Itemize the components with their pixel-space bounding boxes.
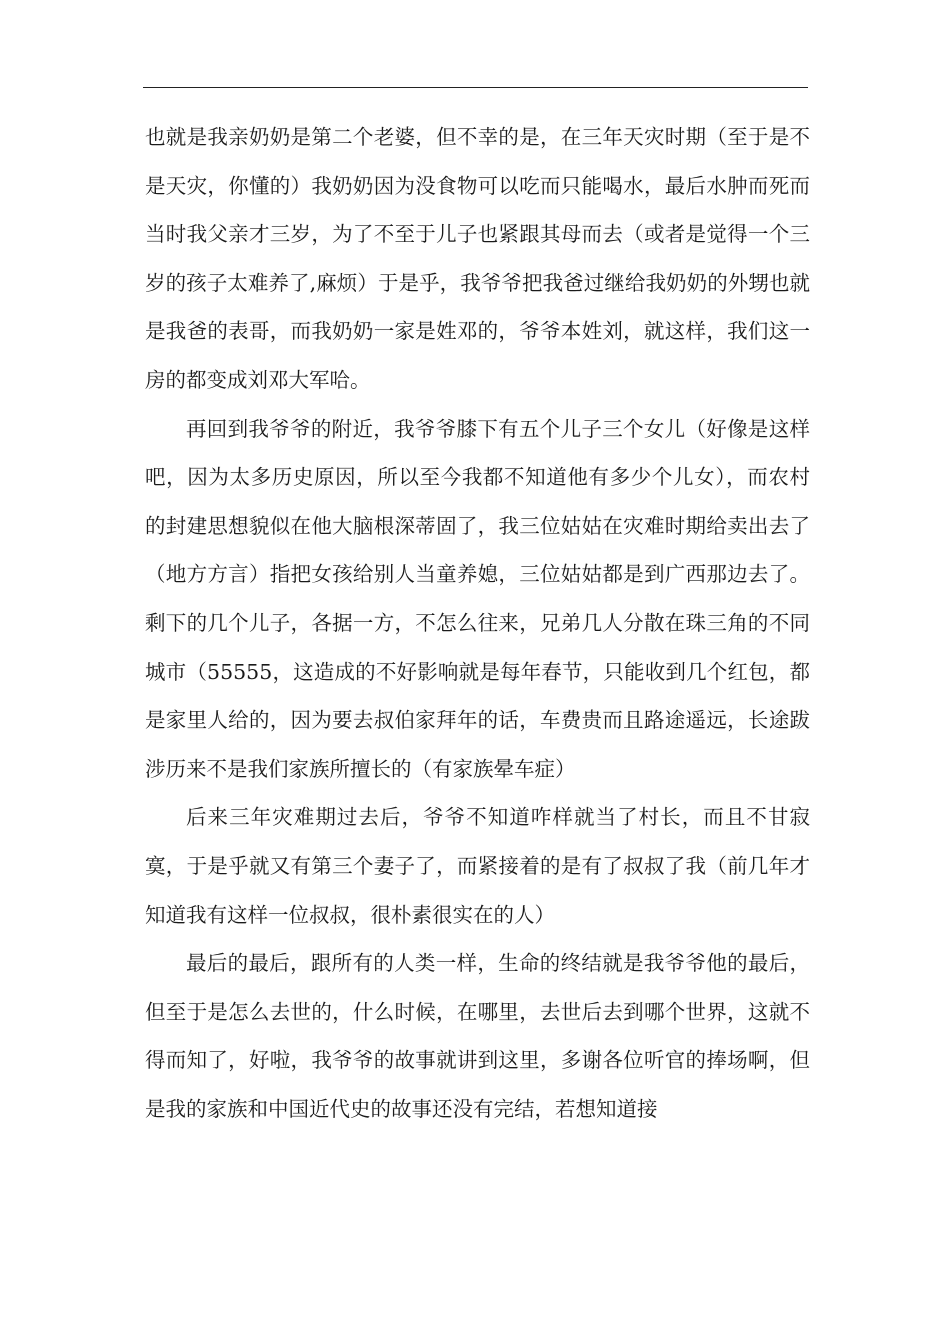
header-rule (143, 87, 808, 88)
body-text (145, 113, 810, 1133)
paragraph-1: 也就是我亲奶奶是第二个老婆，但不幸的是，在三年天灾时期（至于是不是天灾，你懂的）我奶奶因为没食物可以吃而只能喝水，最后水肿而死而当时我父亲才三岁，为了不至于儿子也紧跟其母而去（或者是觉得一个三岁的孩子太难养了,麻烦）于是乎，我爷爷把我爸过继给我奶奶的外甥也就是我爸的表哥，而我奶奶一家是姓邓的，爷爷本姓刘，就这样，我们这一房的都变成刘邓大军哈。 (145, 125, 810, 392)
paragraph-3: 后来三年灾难期过去后，爷爷不知道咋样就当了村长，而且不甘寂寞，于是乎就又有第三个妻子了，而紧接着的是有了叔叔了我（前几年才知道我有这样一位叔叔，很朴素很实在的人） (145, 805, 810, 927)
paragraph-2: 再回到我爷爷的附近，我爷爷膝下有五个儿子三个女儿（好像是这样吧，因为太多历史原因，所以至今我都不知道他有多少个儿女），而农村的封建思想貌似在他大脑根深蒂固了，我三位姑姑在灾难时期给卖出去了（地方方言）指把女孩给别人当童养媳，三位姑姑都是到广西那边去了。剩下的几个儿子，各据一方，不怎么往来，兄弟几人分散在珠三角的不同城市（55555，这造成的不好影响就是每年春节，只能收到几个红包，都是家里人给的，因为要去叔伯家拜年的话，车费贵而且路途遥远，长途跋涉历来不是我们家族所擅长的（有家族晕车症） (145, 416, 810, 781)
paragraph-4: 最后的最后，跟所有的人类一样，生命的终结就是我爷爷他的最后，但至于是怎么去世的，什么时候，在哪里，去世后去到哪个世界，这就不得而知了，好啦，我爷爷的故事就讲到这里，多谢各位听官的捧场啊，但是我的家族和中国近代史的故事还没有完结，若想知道接 (145, 951, 810, 1121)
